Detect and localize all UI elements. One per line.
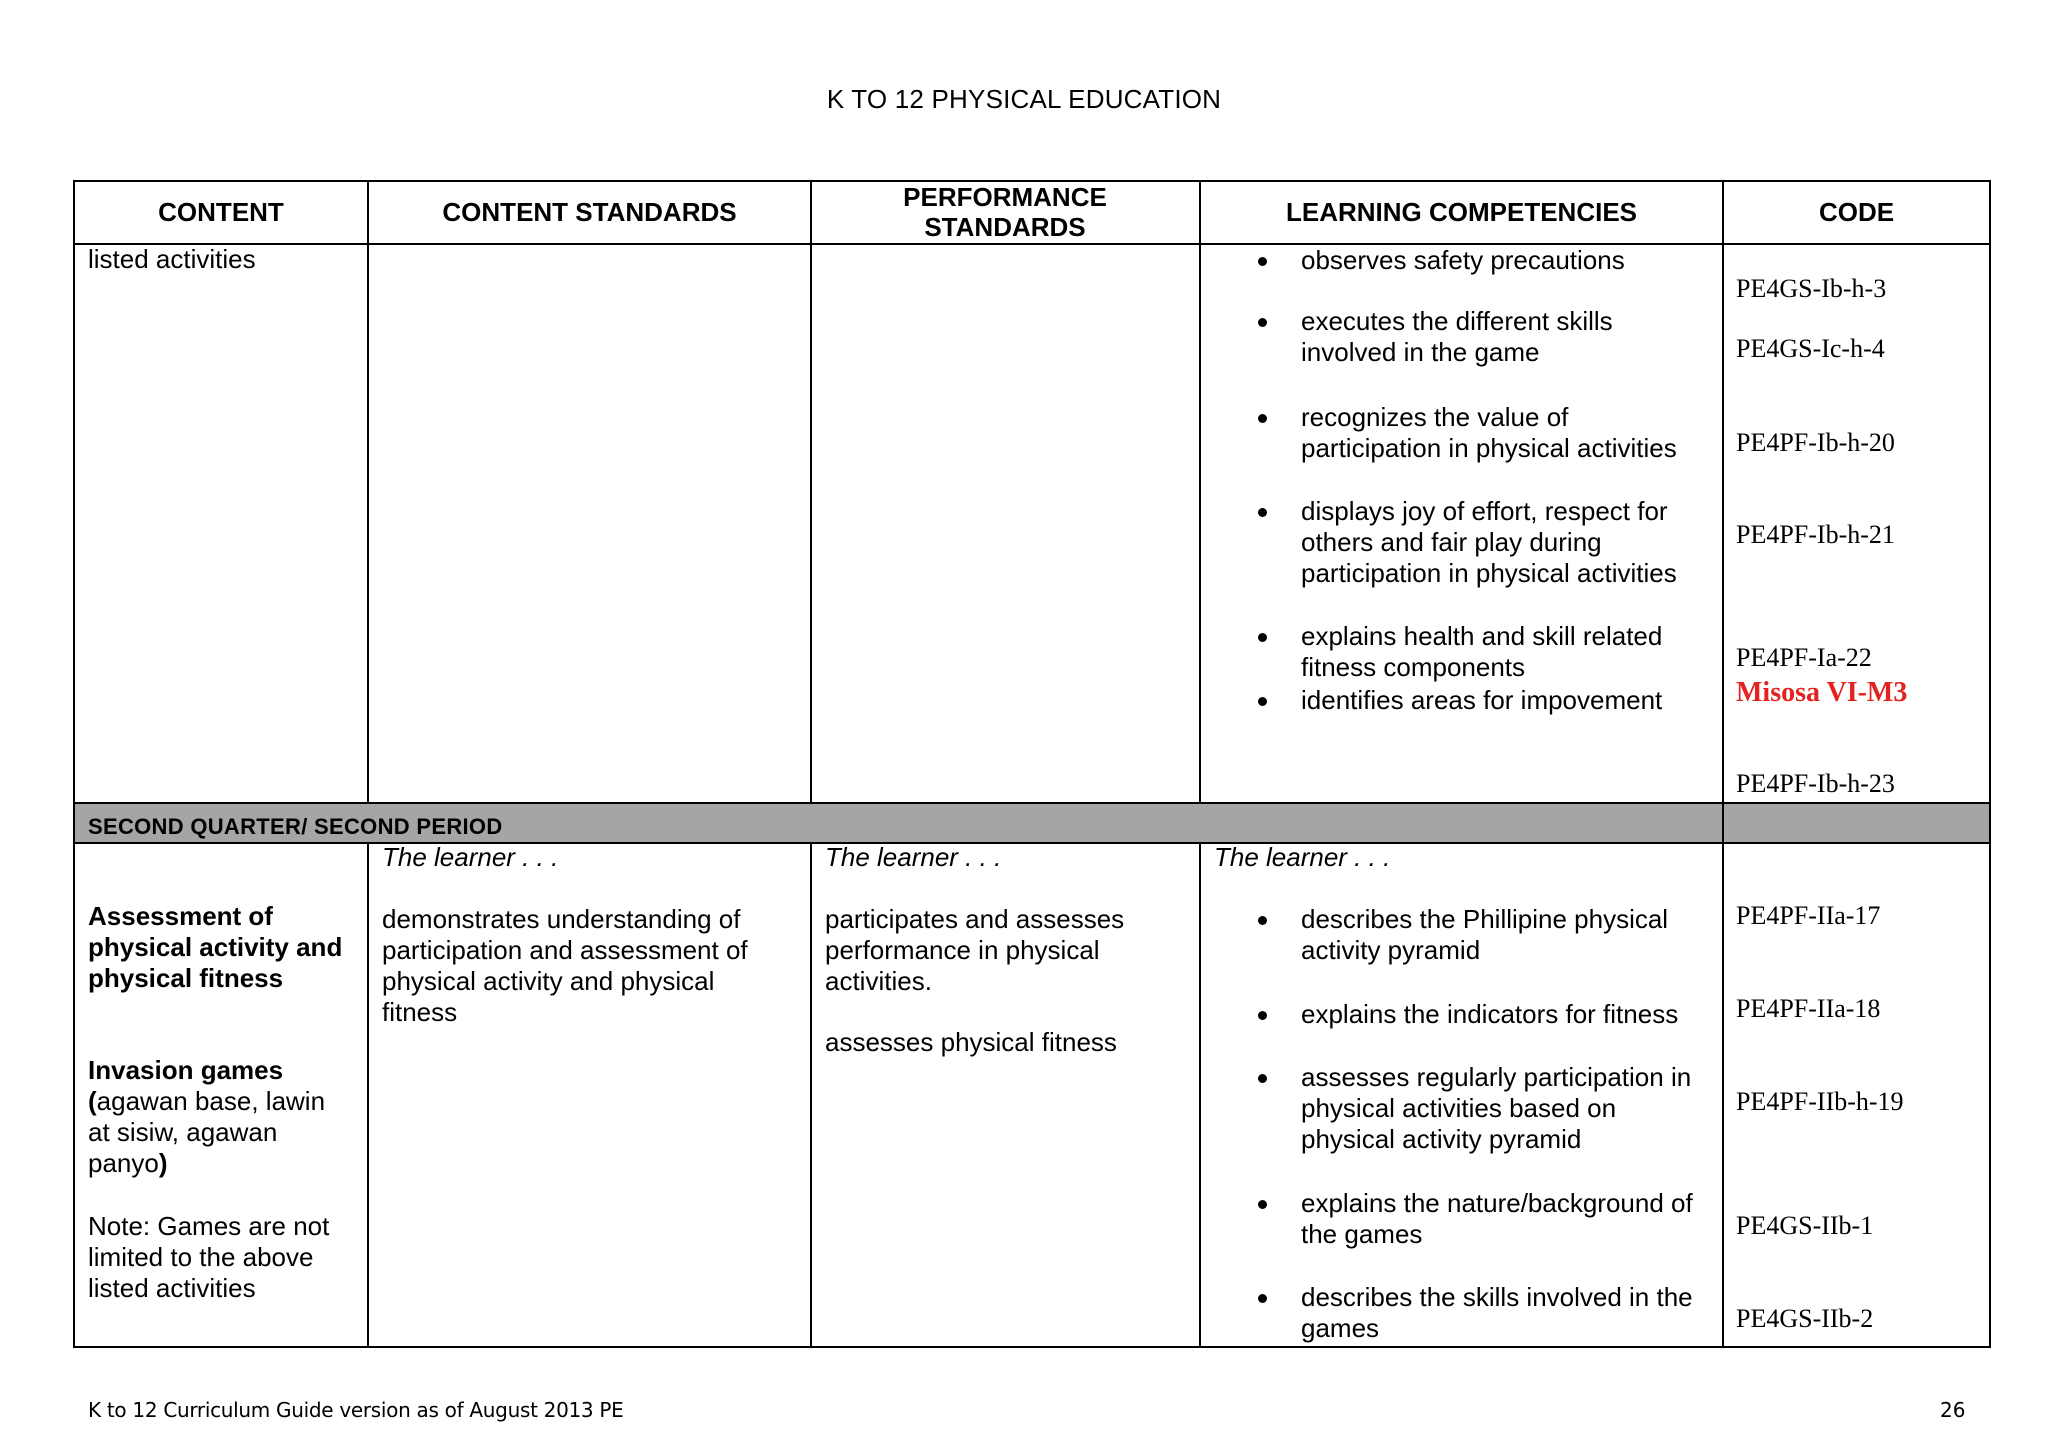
code-cell: PE4GS-Ib-h-3 [1736,274,1887,303]
paren-open: ( [88,1086,97,1116]
bullet-icon [1258,318,1267,327]
learner-label: The learner . . . [382,842,559,872]
topic2-text: panyo [88,1148,159,1178]
content-standard-line: demonstrates understanding of [382,904,741,934]
competency-line: participation in physical activities [1301,558,1677,588]
competency-line: explains the nature/background of [1301,1188,1693,1218]
header-content-standards: CONTENT STANDARDS [442,197,737,227]
competency-line: executes the different skills [1301,306,1613,336]
header-learning-competencies: LEARNING COMPETENCIES [1285,197,1638,227]
learner-label: The learner . . . [825,842,1002,872]
code-cell: PE4PF-Ib-h-21 [1736,520,1895,549]
performance-standard-line: assesses physical fitness [825,1027,1117,1057]
row2-topic1-line: Assessment of [88,901,273,931]
competency-line: observes safety precautions [1301,245,1625,275]
code-cell: PE4GS-IIb-1 [1736,1211,1874,1240]
code-cell: PE4PF-IIa-17 [1736,901,1881,930]
code-cell: PE4PF-IIb-h-19 [1736,1087,1904,1116]
competency-line: assesses regularly participation in [1301,1062,1692,1092]
page-title: K TO 12 PHYSICAL EDUCATION [826,84,1222,114]
row1-content: listed activities [88,244,256,274]
row2-topic2-line [88,1148,168,1179]
competency-line: involved in the game [1301,337,1540,367]
content-standard-line: participation and assessment of [382,935,748,965]
competency-line: participation in physical activities [1301,433,1677,463]
topic2-text: agawan base, lawin [96,1086,326,1116]
bullet-icon [1258,414,1267,423]
row2-topic2-line [88,1086,325,1117]
code-cell: PE4PF-Ia-22 [1736,643,1872,672]
row2-note-line: limited to the above [88,1242,314,1272]
learner-label: The learner . . . [1214,842,1391,872]
row2-note-line: listed activities [88,1273,256,1303]
competency-line: describes the Phillipine physical [1301,904,1669,934]
code-cell-highlight: Misosa VI-M3 [1736,677,1908,708]
bullet-icon [1258,697,1267,706]
code-cell: PE4PF-Ib-h-20 [1736,428,1895,457]
performance-standard-line: performance in physical [825,935,1100,965]
content-standard-line: fitness [382,997,458,1027]
competency-line: explains health and skill related [1301,621,1663,651]
bullet-icon [1258,1294,1267,1303]
bullet-icon [1258,1074,1267,1083]
competency-line: physical activity pyramid [1301,1124,1582,1154]
row2-topic2-line: at sisiw, agawan [88,1117,278,1147]
bullet-icon [1258,633,1267,642]
competency-line: displays joy of effort, respect for [1301,496,1668,526]
competency-line: identifies areas for impovement [1301,685,1663,715]
code-cell: PE4PF-Ib-h-23 [1736,769,1895,798]
performance-standard-line: activities. [825,966,932,996]
competency-line: the games [1301,1219,1423,1249]
page-number: 26 [1940,1398,1966,1422]
bullet-icon [1258,257,1267,266]
code-cell: PE4GS-Ic-h-4 [1736,334,1885,363]
section-band-label: SECOND QUARTER/ SECOND PERIOD [88,814,503,839]
bullet-icon [1258,508,1267,517]
competency-line: activity pyramid [1301,935,1481,965]
header-performance-standards: PERFORMANCE STANDARDS [903,182,1107,242]
competency-line: fitness components [1301,652,1526,682]
competency-line: explains the indicators for fitness [1301,999,1679,1029]
header-content: CONTENT [158,197,284,227]
bullet-icon [1258,916,1267,925]
paren-close: ) [158,1148,168,1178]
competency-line: others and fair play during [1301,527,1602,557]
performance-standard-line: participates and assesses [825,904,1125,934]
header-code: CODE [1818,197,1895,227]
footer-version: K to 12 Curriculum Guide version as of August 2013 PE [88,1398,624,1422]
row2-topic1-line: physical fitness [88,963,284,993]
code-cell: PE4PF-IIa-18 [1736,994,1881,1023]
bullet-icon [1258,1011,1267,1020]
content-standard-line: physical activity and physical [382,966,715,996]
row2-topic1-line: physical activity and [88,932,343,962]
competency-line: describes the skills involved in the [1301,1282,1693,1312]
row2-note-line: Note: Games are not [88,1211,330,1241]
code-cell: PE4GS-IIb-2 [1736,1304,1874,1333]
competency-line: games [1301,1313,1380,1343]
bullet-icon [1258,1200,1267,1209]
row2-topic2-title: Invasion games [88,1055,284,1085]
competency-line: recognizes the value of [1301,402,1569,432]
competency-line: physical activities based on [1301,1093,1617,1123]
